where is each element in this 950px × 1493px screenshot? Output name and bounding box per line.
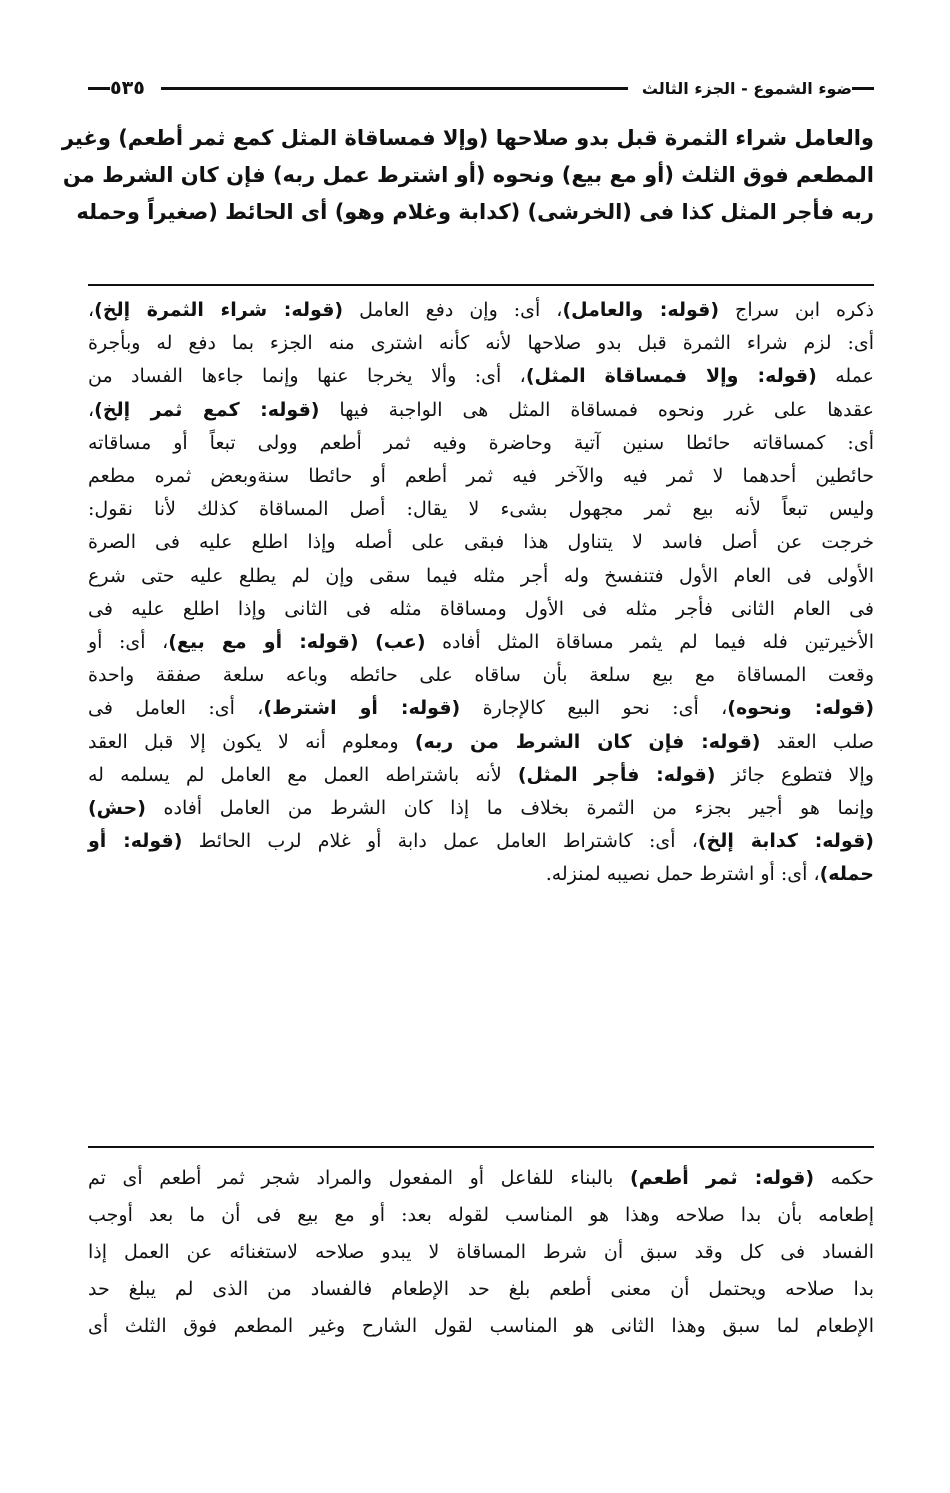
commentary-line [88,825,874,858]
text-run: ، أى: أو [88,631,169,654]
commentary-line [88,394,874,427]
text-run: لأنه باشتراطه العمل مع العامل لم يسلمه له [88,763,518,786]
text-run: خرجت عن أصل فاسد لا يتناول هذا فبقى على أصله وإذا اطلع عليه فى الصرة [88,531,874,554]
text-run: ذكره ابن سراج [719,299,874,321]
text-run: ومعلوم أنه لا يكون إلا قبل العقد [88,730,415,753]
lower-line [88,1197,874,1234]
commentary-line [88,560,874,593]
text-run: إطعامه بأن بدا صلاحه وهذا هو المناسب لقوله بعد: أو مع بيع فى أن ما بعد أوجب [88,1204,874,1226]
text-run: وليس تبعاً لأنه بيع ثمر مجهول بشىء لا يقال: أصل المساقاة كذلك لأنا نقول: [88,498,874,521]
text-run: ، أى: العامل فى [88,697,264,720]
quoted-term: (قوله: والعامل) [562,299,720,321]
commentary-line [88,294,874,327]
main-text [61,120,874,231]
quoted-term: (حش) [88,797,146,820]
lower-line [88,1308,874,1345]
commentary-line [88,360,874,393]
commentary-line [88,493,874,526]
commentary-line [88,460,874,493]
section-divider [88,1146,874,1148]
lower-line [88,1234,874,1271]
commentary-line [88,626,874,659]
text-run: ، أى: وإن دفع العامل [343,299,563,321]
commentary-line [88,792,874,825]
quoted-term: (قوله: كمع ثمر إلخ) [94,398,320,421]
text-run: عقدها على غرر ونحوه فمساقاة المثل هى الواجبة فيها [319,398,874,421]
text-run: ، [88,398,95,421]
quoted-term: (قوله: أو مع بيع) [168,631,359,654]
commentary-line [88,659,874,692]
matn-line: ربه فأجر المثل كذا فى (الخرشى) (كدابة وغلام وهو) أى الحائط (صغيراً وحمله [76,200,874,224]
text-run: فى العام الثانى فأجر مثله فى الأول ومساقاة مثله فى الثانى وإذا اطلع عليه فى [88,597,874,620]
quoted-term: (قوله: أو اشترط) [263,697,461,720]
lower-commentary-text [88,1160,874,1345]
text-run: الأولى فى العام الأول فتنفسخ وله أجر مثله فيما سقى وإن لم يطلع عليه حتى شرع [88,564,875,587]
quoted-term: (عب) [375,631,426,654]
quoted-term: (قوله: كدابة إلخ) [697,830,874,853]
matn-line: المطعم فوق الثلث (أو مع بيع) ونحوه (أو اشترط عمل ربه) فإن كان الشرط من [62,163,874,187]
commentary-text [88,294,874,892]
quoted-term: (قوله: فأجر المثل) [517,763,716,786]
text-run: الأخيرتين فله فيما لم يثمر مساقاة المثل أفاده [425,631,874,654]
lower-line [88,1271,874,1308]
quoted-term: (قوله: أو [88,830,183,853]
text-run: ، أى: نحو البيع كالإجارة [460,697,728,720]
quoted-term: (قوله: وإلا فمساقاة المثل) [525,365,817,388]
page-number: ٥٣٥ [110,77,145,99]
quoted-term: (قوله: ونحوه) [727,697,875,720]
commentary-line [88,858,874,891]
running-header [88,72,874,104]
text-run: ، أى: أو اشترط حمل نصيبه لمنزله. [545,863,820,886]
header-dash-left [88,87,110,90]
text-run: وقعت المساقاة مع بيع سلعة بأن ساقاه على حائطه وباعه سلعة صفقة واحدة [88,664,874,687]
header-dash-right [852,87,874,90]
text-run: الإطعام لما سبق وهذا الثانى هو المناسب لقول الشارح وغير المطعم فوق الثلث أى [88,1315,874,1337]
quoted-term: (قوله: ثمر أطعم) [630,1167,815,1189]
header-rule [161,87,628,90]
commentary-line [88,726,874,759]
commentary-line [88,759,874,792]
quoted-term: (قوله: شراء الثمرة إلخ) [94,299,344,321]
text-run: حائطين أحدهما لا ثمر فيه والآخر فيه ثمر أطعم أو حائطا سنةوبعض ثمره مطعم [88,465,874,488]
text-run: حكمه [814,1167,875,1189]
section-divider [88,284,874,286]
commentary-line [88,427,874,460]
text-run: ، [88,299,95,321]
matn-line: والعامل شراء الثمرة قبل بدو صلاحها (وإلا فمساقاة المثل كمع ثمر أطعم) وغير [61,126,874,150]
commentary-line [88,327,874,360]
quoted-term: حمله) [819,863,874,886]
commentary-line [88,526,874,559]
text-run [359,631,376,653]
text-run: ، أى: وألا يخرجا عنها وإنما جاءها الفساد من [88,365,526,388]
commentary-line [88,593,874,626]
text-run: الفساد فى كل وقد سبق أن شرط المساقاة لا يبدو صلاحه لاستغنائه عن العمل إذا [88,1241,874,1263]
text-run: وإنما هو أجير بجزء من الثمرة بخلاف ما إذا كان الشرط من العامل أفاده [145,797,874,820]
book-title: ضوء الشموع - الجزء الثالث [641,78,852,98]
text-run: ، أى: كاشتراط العامل عمل دابة أو غلام لرب الحائط [182,830,698,853]
text-run: صلب العقد [760,730,874,753]
text-run: بالبناء للفاعل أو المفعول والمراد شجر ثمر أطعم أى تم [88,1167,631,1189]
commentary-line [88,692,874,725]
text-run: أى: لزم شراء الثمرة قبل بدو صلاحها لأنه كأنه اشترى منه الجزء بما دفع له وبأجرة [88,332,874,355]
text-run: بدا صلاحه ويحتمل أن معنى أطعم بلغ حد الإطعام فالفساد من الذى لم يبلغ حد [88,1278,874,1300]
text-run: أى: كمساقاته حائطا سنين آتية وحاضرة وفيه ثمر أطعم وولى تبعاً أو مساقاته [88,431,874,454]
text-run: وإلا فتطوع جائز [715,763,874,786]
lower-line [88,1160,874,1197]
quoted-term: (قوله: فإن كان الشرط من ربه) [414,730,761,753]
text-run: عمله [816,365,874,388]
